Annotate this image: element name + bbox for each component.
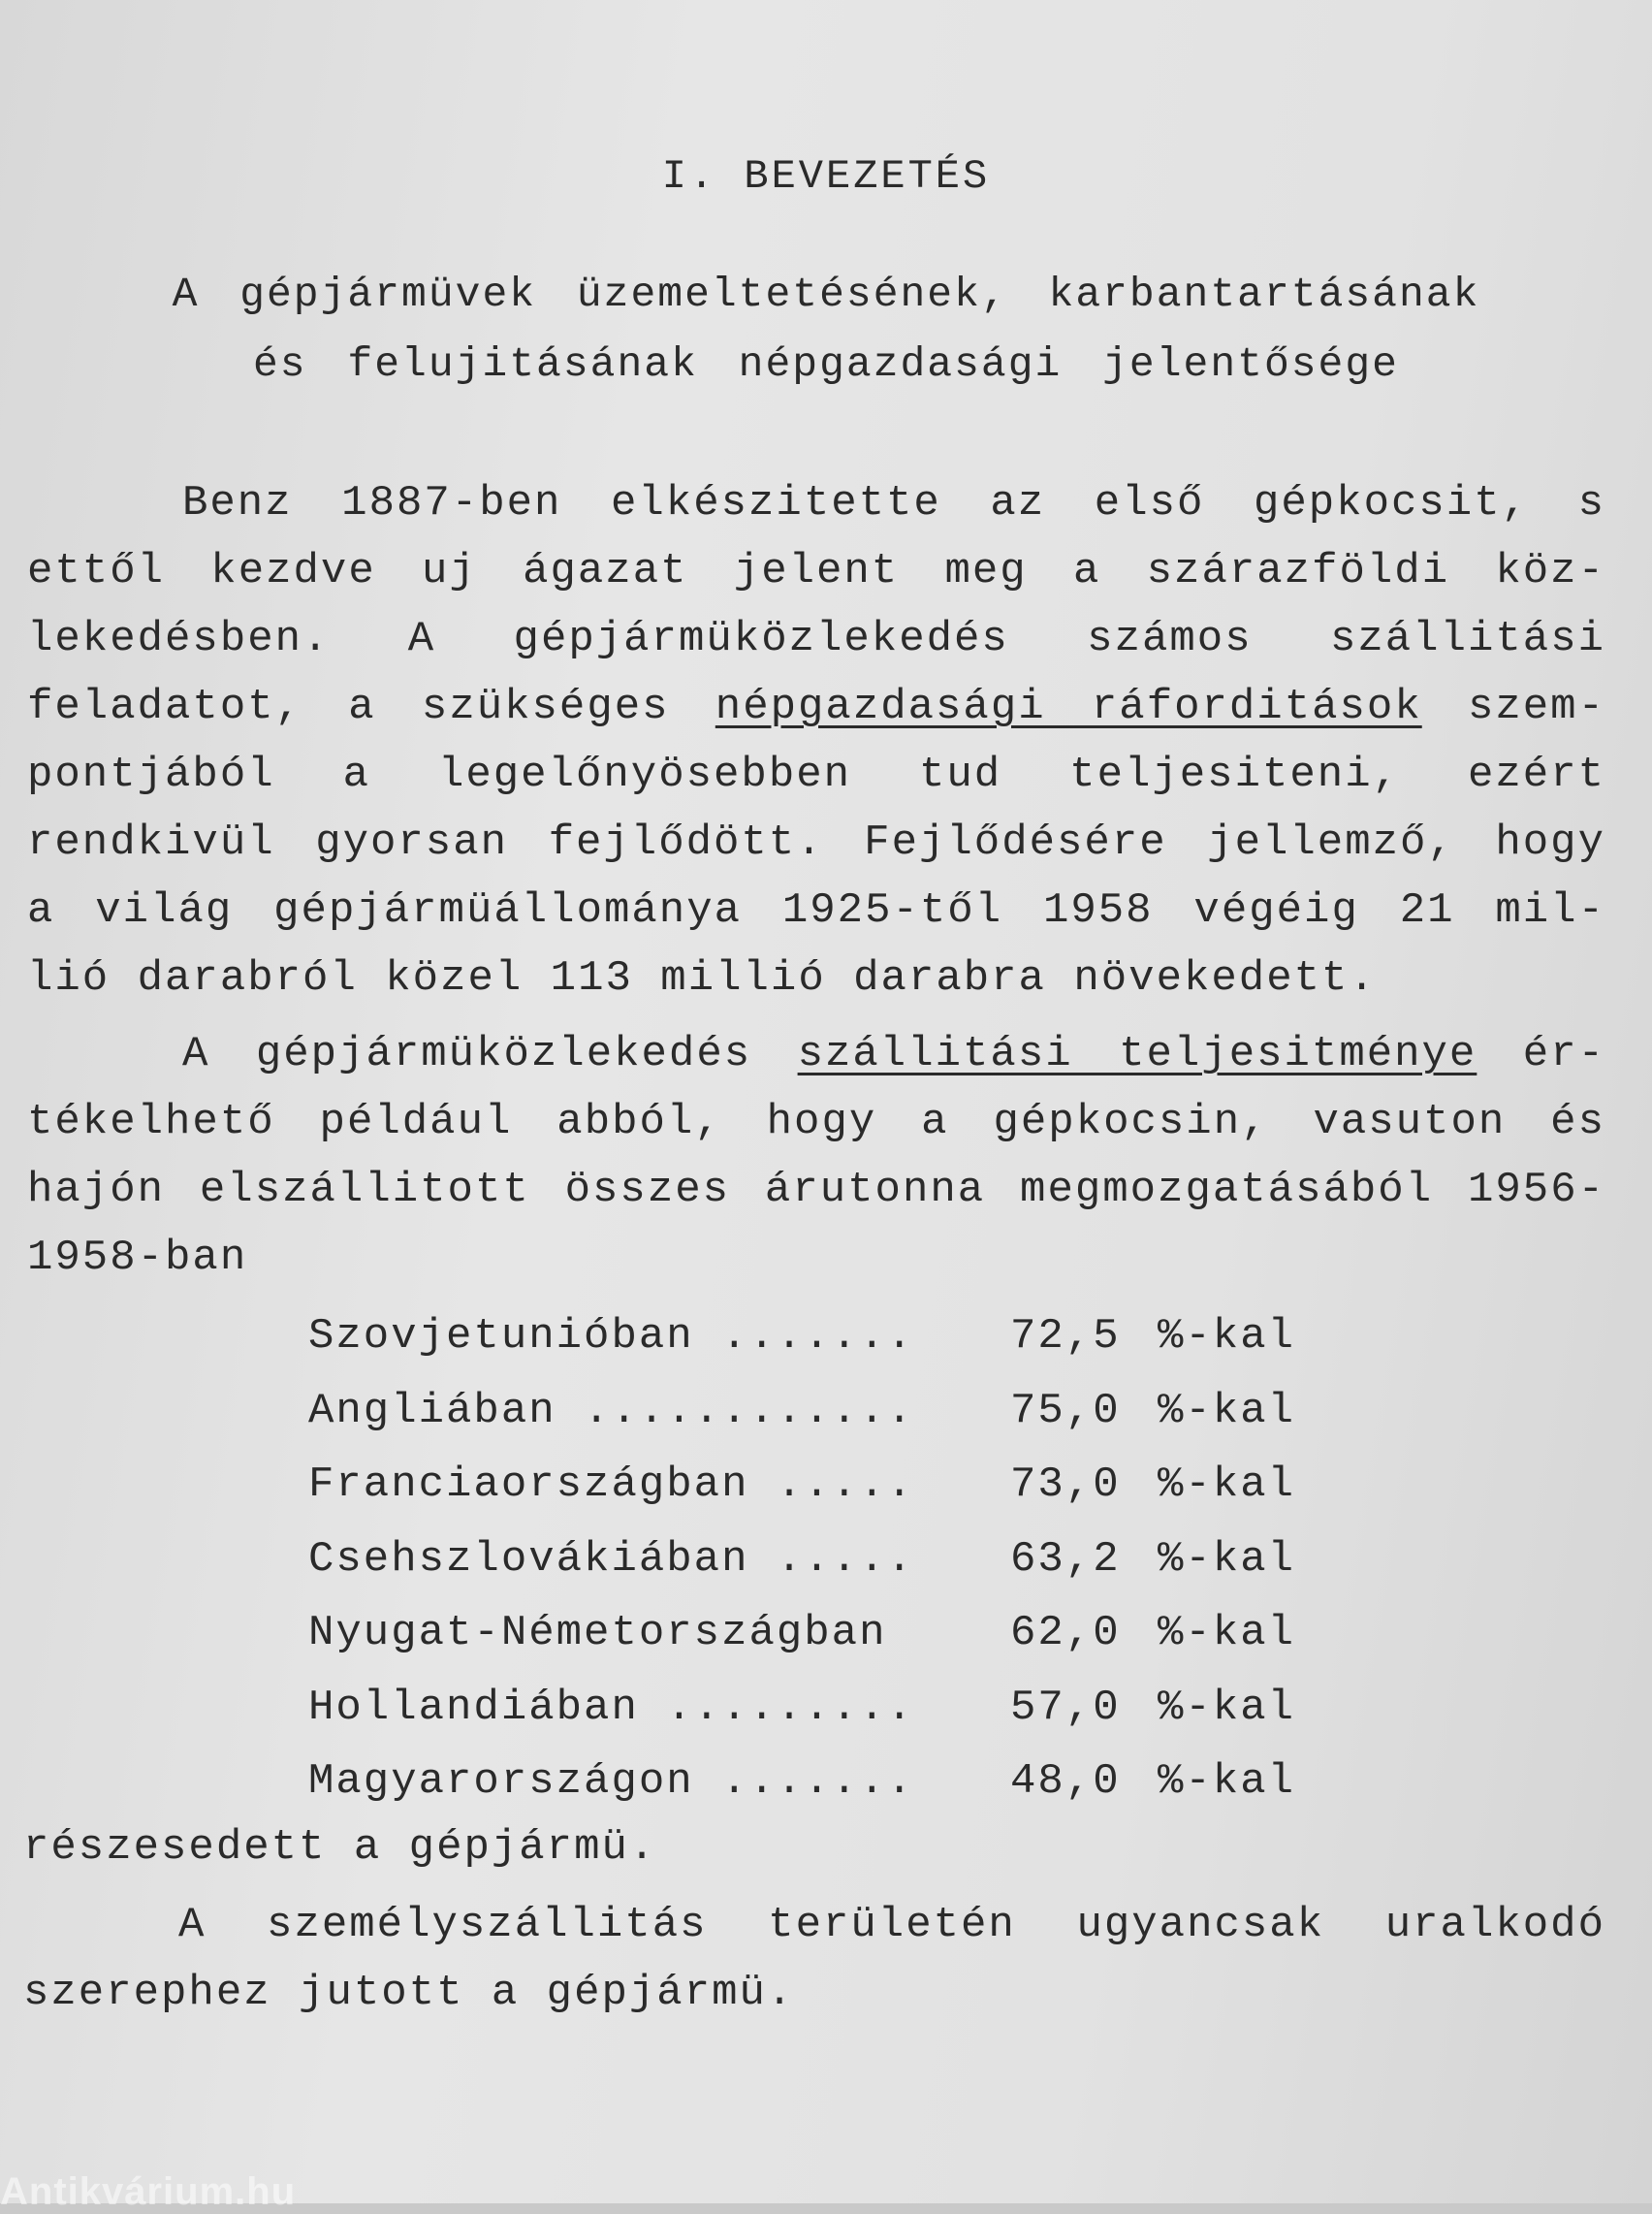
value-cell: 62,0 (1010, 1609, 1121, 1658)
paragraph-line: szerephez jutott a gépjármü. (23, 1969, 795, 2017)
chapter-title: I. BEVEZETÉS (661, 153, 991, 200)
paragraph-line: pontjából a legelőnyösebben tud teljesiteni, ezért (27, 751, 1605, 799)
paragraph-3 (23, 1891, 1605, 2027)
paragraph-line: Benz 1887-ben elkészitette az első gépkocsit, s (182, 479, 1605, 528)
paragraph-line: A személyszállitás területén ugyancsak uralkodó (178, 1901, 1605, 1949)
paragraph-line (27, 673, 1605, 741)
value-cell: 73,0 (1010, 1460, 1121, 1510)
table-row (308, 1745, 1295, 1819)
subtitle-line: A gépjármüvek üzemeltetésének, karbantartásának (172, 271, 1480, 318)
chapter-subtitle (0, 260, 1652, 400)
value-cell: 75,0 (1010, 1386, 1121, 1435)
country-cell: Angliában ............ (308, 1386, 914, 1435)
after-table-text: részesedett a gépjármü. (23, 1823, 657, 1872)
paragraph-line: a világ gépjármüállománya 1925-től 1958 végéig 21 mil- (27, 886, 1605, 935)
paragraph-line (27, 1020, 1605, 1088)
text-segment: feladatot, a szükséges (27, 683, 670, 731)
unit-cell: %-kal (1158, 1460, 1296, 1510)
paragraph-2 (27, 1020, 1605, 1292)
paragraph-line: rendkivül gyorsan fejlődött. Fejlődésére jellemző, hogy (27, 818, 1605, 867)
country-cell: Szovjetunióban ....... (308, 1312, 914, 1362)
unit-cell: %-kal (1158, 1609, 1296, 1658)
paragraph-line: hajón elszállitott összes árutonna megmozgatásából 1956- (27, 1166, 1605, 1214)
value-cell: 57,0 (1010, 1683, 1121, 1732)
paragraph-line: 1958-ban (27, 1234, 248, 1282)
country-cell: Csehszlovákiában ..... (308, 1534, 914, 1584)
country-cell: Hollandiában ......... (308, 1683, 914, 1732)
unit-cell: %-kal (1158, 1534, 1296, 1584)
country-cell: Nyugat-Németországban (308, 1609, 887, 1658)
unit-cell: %-kal (1158, 1312, 1296, 1362)
value-cell: 63,2 (1010, 1534, 1121, 1584)
table-row (308, 1374, 1295, 1449)
table-row (308, 1596, 1295, 1671)
paragraph-line: tékelhető például abból, hogy a gépkocsin, vasuton és (27, 1098, 1605, 1146)
country-cell: Magyarországon ....... (308, 1757, 914, 1807)
share-table (308, 1300, 1295, 1819)
unit-cell: %-kal (1158, 1757, 1296, 1807)
table-row (308, 1523, 1295, 1597)
subtitle-line: és felujitásának népgazdasági jelentősége (253, 340, 1399, 388)
table-row (308, 1671, 1295, 1746)
value-cell: 48,0 (1010, 1757, 1121, 1807)
paragraph-line: ettől kezdve uj ágazat jelent meg a szárazföldi köz- (27, 547, 1605, 595)
paragraph-line: lió darabról közel 113 millió darabra növekedett. (27, 954, 1377, 1003)
unit-cell: %-kal (1158, 1386, 1296, 1435)
table-row (308, 1300, 1295, 1374)
watermark: Antikvárium.hu (0, 2170, 297, 2213)
underlined-text: népgazdasági ráforditások (715, 683, 1422, 731)
text-segment: szem- (1467, 683, 1605, 731)
table-row (308, 1448, 1295, 1523)
text-segment: A gépjármüközlekedés (182, 1030, 752, 1078)
paragraph-1 (27, 469, 1605, 1012)
underlined-text: szállitási teljesitménye (797, 1030, 1477, 1078)
text-segment: ér- (1522, 1030, 1606, 1078)
country-cell: Franciaországban ..... (308, 1460, 914, 1510)
unit-cell: %-kal (1158, 1683, 1296, 1732)
value-cell: 72,5 (1010, 1312, 1121, 1362)
paragraph-line: lekedésben. A gépjármüközlekedés számos szállitási (27, 615, 1605, 663)
